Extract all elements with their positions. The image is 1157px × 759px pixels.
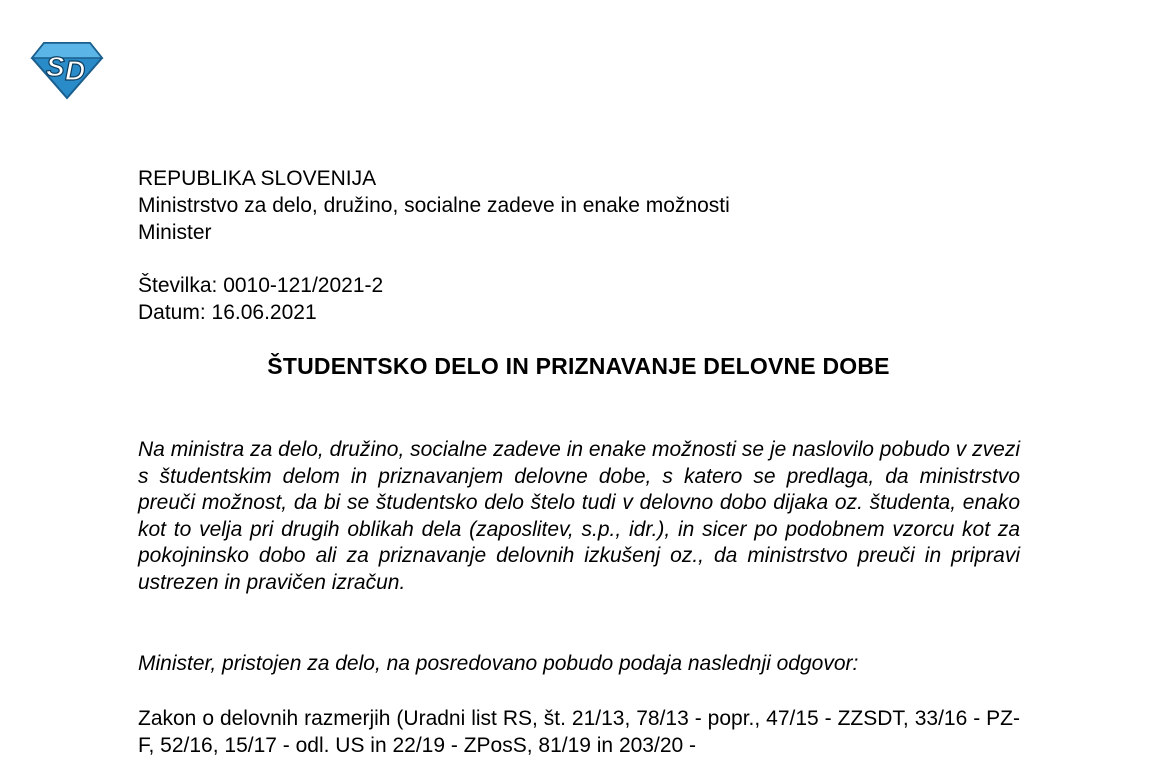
ministry-name: Ministrstvo za delo, družino, socialne zadeve in enake možnosti	[138, 194, 730, 217]
document-header	[138, 165, 730, 246]
sender-role: Minister	[138, 221, 212, 244]
country-name: REPUBLIKA SLOVENIJA	[138, 167, 377, 190]
logo-letter-s: S	[46, 51, 65, 82]
ministry-logo	[30, 40, 104, 100]
response-intro: Minister, pristojen za delo, na posredovano pobudo podaja naslednji odgovor:	[138, 652, 859, 675]
document-date: Datum: 16.06.2021	[138, 301, 317, 324]
document-meta	[138, 272, 383, 326]
diamond-shield-logo-icon	[30, 40, 104, 100]
document-title: ŠTUDENTSKO DELO IN PRIZNAVANJE DELOVNE DOBE	[267, 353, 890, 379]
intro-paragraph: Na ministra za delo, družino, socialne zadeve in enake možnosti se je naslovilo pobudo v zvezi s študentskim delom in priznavanjem delovne dobe, s katero se predlaga, da ministrstvo preuči možnost, da bi se študentsko delo štelo tudi v delovno dobo dijaka oz. študenta, enako kot to velja pri drugih oblikah dela (zaposlitev, s.p., idr.), in sicer po podobnem vzorcu kot za pokojninsko dobo ali za priznavanje delovnih izkušenj oz., da ministrstvo preuči in pripravi ustrezen in pravičen izračun.	[138, 438, 1020, 594]
body-paragraph: Zakon o delovnih razmerjih (Uradni list RS, št. 21/13, 78/13 - popr., 47/15 - ZZSDT, 33/16 - PZ-F, 52/16, 15/17 - odl. US in 22/19 - ZPosS, 81/19 in 203/20 -	[138, 707, 1020, 757]
document-number: Številka: 0010-121/2021-2	[138, 274, 384, 297]
logo-letter-d: D	[65, 55, 86, 86]
